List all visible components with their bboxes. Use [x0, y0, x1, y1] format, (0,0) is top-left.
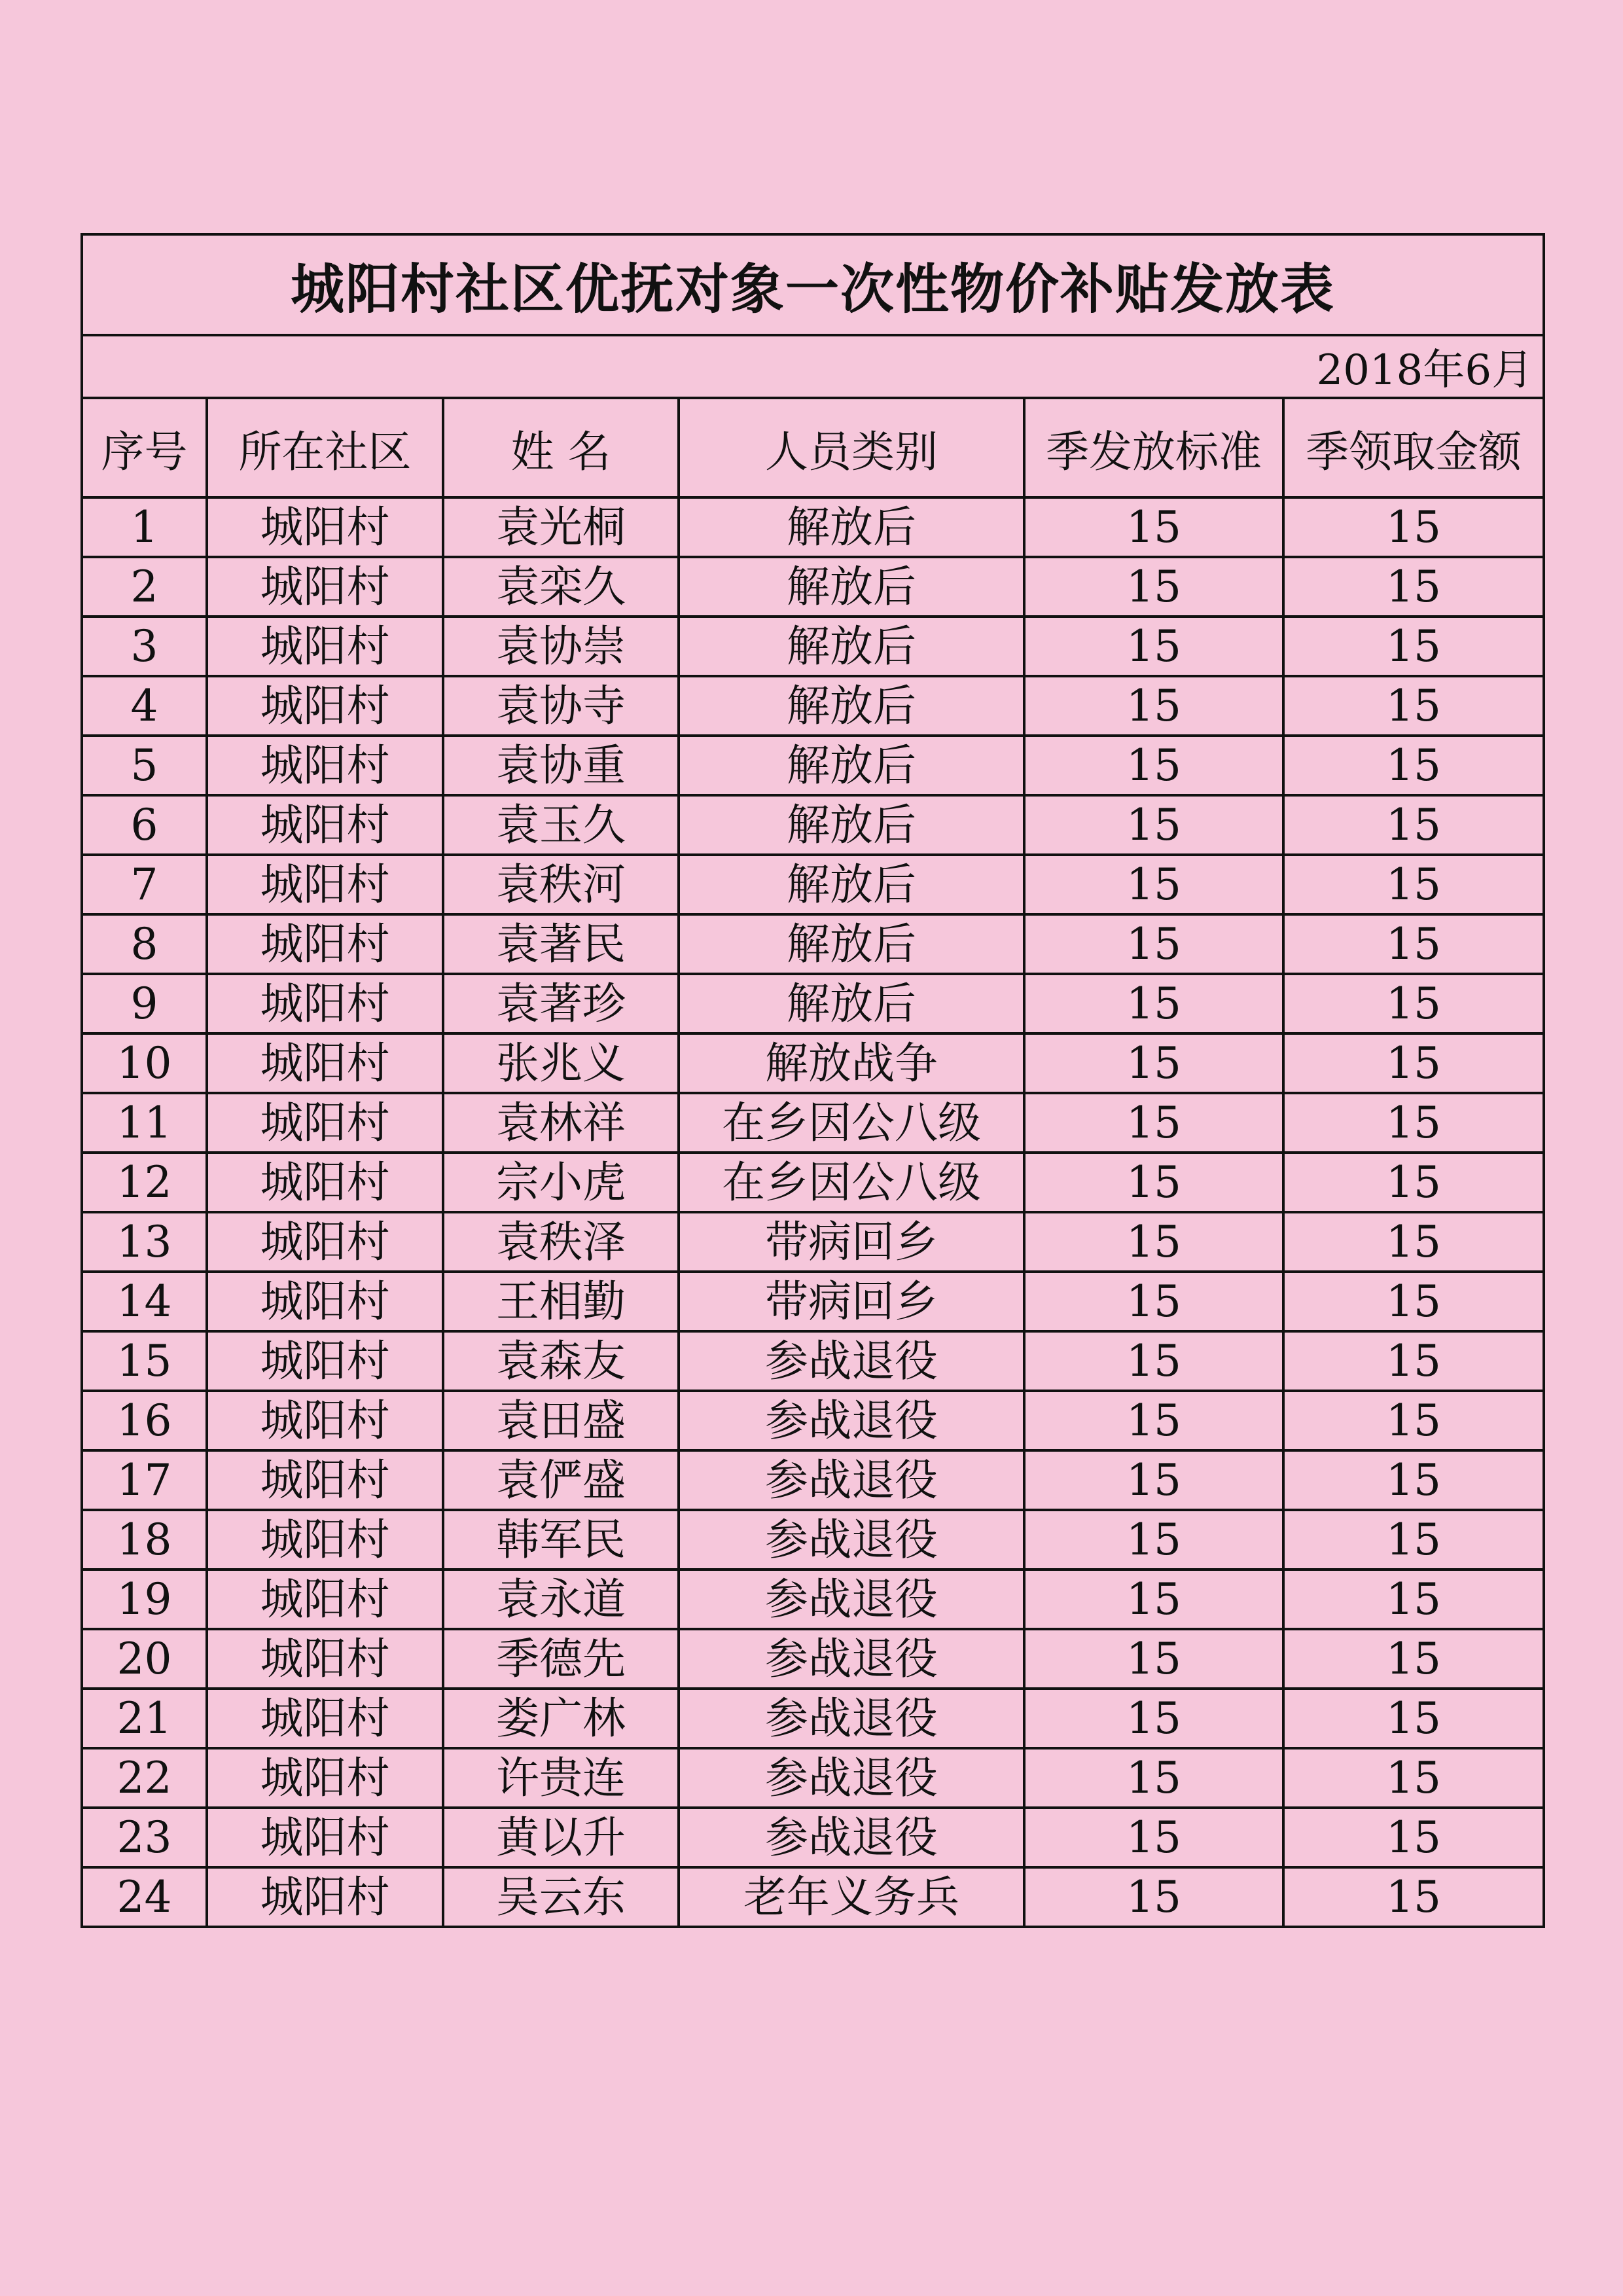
cell-community: 城阳村: [207, 1450, 443, 1510]
cell-amount: 15: [1283, 1033, 1544, 1093]
header-row: [82, 398, 1544, 497]
cell-index: 10: [82, 1033, 207, 1093]
table-row: [82, 974, 1544, 1033]
table-row: [82, 1629, 1544, 1689]
cell-amount: 15: [1283, 914, 1544, 974]
cell-index: 5: [82, 736, 207, 795]
table-row: [82, 1450, 1544, 1510]
header-standard: 季发放标准: [1024, 398, 1283, 497]
cell-standard: 15: [1024, 617, 1283, 676]
cell-category: 参战退役: [679, 1391, 1024, 1450]
cell-index: 9: [82, 974, 207, 1033]
cell-index: 21: [82, 1689, 207, 1748]
cell-index: 2: [82, 557, 207, 617]
cell-index: 23: [82, 1808, 207, 1867]
cell-index: 15: [82, 1331, 207, 1391]
cell-name: 袁森友: [443, 1331, 679, 1391]
subsidy-table: [80, 233, 1545, 1928]
cell-amount: 15: [1283, 1570, 1544, 1629]
cell-name: 袁栾久: [443, 557, 679, 617]
cell-standard: 15: [1024, 1808, 1283, 1867]
table-row: [82, 1033, 1544, 1093]
cell-index: 3: [82, 617, 207, 676]
cell-amount: 15: [1283, 974, 1544, 1033]
cell-standard: 15: [1024, 1689, 1283, 1748]
cell-category: 参战退役: [679, 1331, 1024, 1391]
cell-name: 袁协崇: [443, 617, 679, 676]
table-row: [82, 914, 1544, 974]
cell-category: 带病回乡: [679, 1212, 1024, 1272]
cell-category: 解放后: [679, 617, 1024, 676]
cell-community: 城阳村: [207, 1153, 443, 1212]
table-row: [82, 1391, 1544, 1450]
cell-community: 城阳村: [207, 1570, 443, 1629]
cell-community: 城阳村: [207, 557, 443, 617]
cell-name: 张兆义: [443, 1033, 679, 1093]
cell-category: 解放后: [679, 676, 1024, 736]
table-row: [82, 1808, 1544, 1867]
cell-amount: 15: [1283, 617, 1544, 676]
header-community: 所在社区: [207, 398, 443, 497]
cell-name: 袁田盛: [443, 1391, 679, 1450]
cell-index: 1: [82, 497, 207, 557]
cell-index: 6: [82, 795, 207, 855]
cell-community: 城阳村: [207, 974, 443, 1033]
cell-community: 城阳村: [207, 1689, 443, 1748]
cell-community: 城阳村: [207, 1748, 443, 1808]
table-row: [82, 1331, 1544, 1391]
cell-amount: 15: [1283, 1272, 1544, 1331]
cell-amount: 15: [1283, 557, 1544, 617]
cell-category: 解放后: [679, 557, 1024, 617]
cell-index: 14: [82, 1272, 207, 1331]
cell-amount: 15: [1283, 1689, 1544, 1748]
cell-community: 城阳村: [207, 617, 443, 676]
table-row: [82, 1510, 1544, 1570]
cell-standard: 15: [1024, 974, 1283, 1033]
cell-community: 城阳村: [207, 1629, 443, 1689]
cell-category: 在乡因公八级: [679, 1153, 1024, 1212]
cell-standard: 15: [1024, 1629, 1283, 1689]
cell-standard: 15: [1024, 1331, 1283, 1391]
cell-category: 参战退役: [679, 1689, 1024, 1748]
cell-standard: 15: [1024, 1570, 1283, 1629]
cell-amount: 15: [1283, 497, 1544, 557]
cell-community: 城阳村: [207, 795, 443, 855]
cell-index: 24: [82, 1867, 207, 1927]
cell-amount: 15: [1283, 1093, 1544, 1153]
table-row: [82, 795, 1544, 855]
cell-community: 城阳村: [207, 1867, 443, 1927]
cell-name: 娄广林: [443, 1689, 679, 1748]
cell-standard: 15: [1024, 676, 1283, 736]
cell-amount: 15: [1283, 1748, 1544, 1808]
cell-community: 城阳村: [207, 1808, 443, 1867]
cell-category: 带病回乡: [679, 1272, 1024, 1331]
cell-name: 黄以升: [443, 1808, 679, 1867]
cell-index: 8: [82, 914, 207, 974]
cell-category: 参战退役: [679, 1748, 1024, 1808]
cell-index: 22: [82, 1748, 207, 1808]
cell-index: 18: [82, 1510, 207, 1570]
cell-category: 参战退役: [679, 1450, 1024, 1510]
cell-category: 解放后: [679, 974, 1024, 1033]
cell-amount: 15: [1283, 1153, 1544, 1212]
cell-amount: 15: [1283, 1867, 1544, 1927]
table-row: [82, 557, 1544, 617]
cell-community: 城阳村: [207, 1331, 443, 1391]
cell-standard: 15: [1024, 1391, 1283, 1450]
cell-name: 吴云东: [443, 1867, 679, 1927]
cell-standard: 15: [1024, 1212, 1283, 1272]
document-title: 城阳村社区优抚对象一次性物价补贴发放表: [82, 234, 1544, 335]
cell-index: 13: [82, 1212, 207, 1272]
cell-name: 袁著民: [443, 914, 679, 974]
cell-standard: 15: [1024, 1033, 1283, 1093]
cell-name: 袁俨盛: [443, 1450, 679, 1510]
table-row: [82, 1867, 1544, 1927]
cell-standard: 15: [1024, 557, 1283, 617]
cell-standard: 15: [1024, 795, 1283, 855]
table-row: [82, 497, 1544, 557]
cell-amount: 15: [1283, 795, 1544, 855]
cell-amount: 15: [1283, 1391, 1544, 1450]
cell-standard: 15: [1024, 497, 1283, 557]
header-index: 序号: [82, 398, 207, 497]
title-row: [82, 234, 1544, 335]
cell-standard: 15: [1024, 1748, 1283, 1808]
cell-category: 参战退役: [679, 1570, 1024, 1629]
cell-category: 在乡因公八级: [679, 1093, 1024, 1153]
cell-index: 11: [82, 1093, 207, 1153]
table-row: [82, 676, 1544, 736]
cell-community: 城阳村: [207, 736, 443, 795]
cell-category: 老年义务兵: [679, 1867, 1024, 1927]
cell-standard: 15: [1024, 855, 1283, 914]
cell-name: 袁玉久: [443, 795, 679, 855]
cell-community: 城阳村: [207, 676, 443, 736]
cell-name: 季德先: [443, 1629, 679, 1689]
cell-name: 袁光桐: [443, 497, 679, 557]
table-row: [82, 617, 1544, 676]
cell-index: 19: [82, 1570, 207, 1629]
table-row: [82, 1748, 1544, 1808]
table-row: [82, 1689, 1544, 1748]
cell-community: 城阳村: [207, 1391, 443, 1450]
cell-category: 参战退役: [679, 1808, 1024, 1867]
cell-category: 解放后: [679, 736, 1024, 795]
header-category: 人员类别: [679, 398, 1024, 497]
cell-category: 解放后: [679, 914, 1024, 974]
cell-category: 解放后: [679, 795, 1024, 855]
cell-community: 城阳村: [207, 1033, 443, 1093]
cell-name: 袁林祥: [443, 1093, 679, 1153]
cell-standard: 15: [1024, 1450, 1283, 1510]
cell-community: 城阳村: [207, 1212, 443, 1272]
cell-amount: 15: [1283, 1450, 1544, 1510]
cell-name: 袁永道: [443, 1570, 679, 1629]
cell-standard: 15: [1024, 1510, 1283, 1570]
cell-standard: 15: [1024, 1272, 1283, 1331]
cell-name: 宗小虎: [443, 1153, 679, 1212]
cell-name: 袁著珍: [443, 974, 679, 1033]
header-name: 姓 名: [443, 398, 679, 497]
cell-index: 4: [82, 676, 207, 736]
cell-category: 参战退役: [679, 1629, 1024, 1689]
cell-amount: 15: [1283, 736, 1544, 795]
cell-name: 王相勤: [443, 1272, 679, 1331]
table-row: [82, 855, 1544, 914]
cell-name: 韩军民: [443, 1510, 679, 1570]
cell-index: 7: [82, 855, 207, 914]
table-row: [82, 1153, 1544, 1212]
cell-index: 20: [82, 1629, 207, 1689]
table-row: [82, 1212, 1544, 1272]
cell-community: 城阳村: [207, 1510, 443, 1570]
header-amount: 季领取金额: [1283, 398, 1544, 497]
cell-standard: 15: [1024, 1093, 1283, 1153]
table-row: [82, 736, 1544, 795]
date-row: [82, 335, 1544, 398]
cell-amount: 15: [1283, 1212, 1544, 1272]
cell-community: 城阳村: [207, 497, 443, 557]
cell-amount: 15: [1283, 855, 1544, 914]
cell-category: 解放后: [679, 855, 1024, 914]
table-row: [82, 1570, 1544, 1629]
cell-amount: 15: [1283, 1510, 1544, 1570]
cell-index: 17: [82, 1450, 207, 1510]
cell-name: 袁秩河: [443, 855, 679, 914]
cell-standard: 15: [1024, 1153, 1283, 1212]
cell-name: 许贵连: [443, 1748, 679, 1808]
cell-standard: 15: [1024, 736, 1283, 795]
cell-name: 袁秩泽: [443, 1212, 679, 1272]
cell-amount: 15: [1283, 676, 1544, 736]
cell-community: 城阳村: [207, 914, 443, 974]
table-row: [82, 1272, 1544, 1331]
cell-amount: 15: [1283, 1808, 1544, 1867]
cell-amount: 15: [1283, 1331, 1544, 1391]
table-row: [82, 1093, 1544, 1153]
cell-amount: 15: [1283, 1629, 1544, 1689]
cell-category: 解放战争: [679, 1033, 1024, 1093]
cell-standard: 15: [1024, 1867, 1283, 1927]
cell-category: 解放后: [679, 497, 1024, 557]
cell-name: 袁协重: [443, 736, 679, 795]
cell-index: 12: [82, 1153, 207, 1212]
cell-community: 城阳村: [207, 1093, 443, 1153]
cell-index: 16: [82, 1391, 207, 1450]
cell-community: 城阳村: [207, 855, 443, 914]
cell-name: 袁协寺: [443, 676, 679, 736]
cell-community: 城阳村: [207, 1272, 443, 1331]
cell-category: 参战退役: [679, 1510, 1024, 1570]
document-date: 2018年6月: [82, 335, 1544, 398]
cell-standard: 15: [1024, 914, 1283, 974]
